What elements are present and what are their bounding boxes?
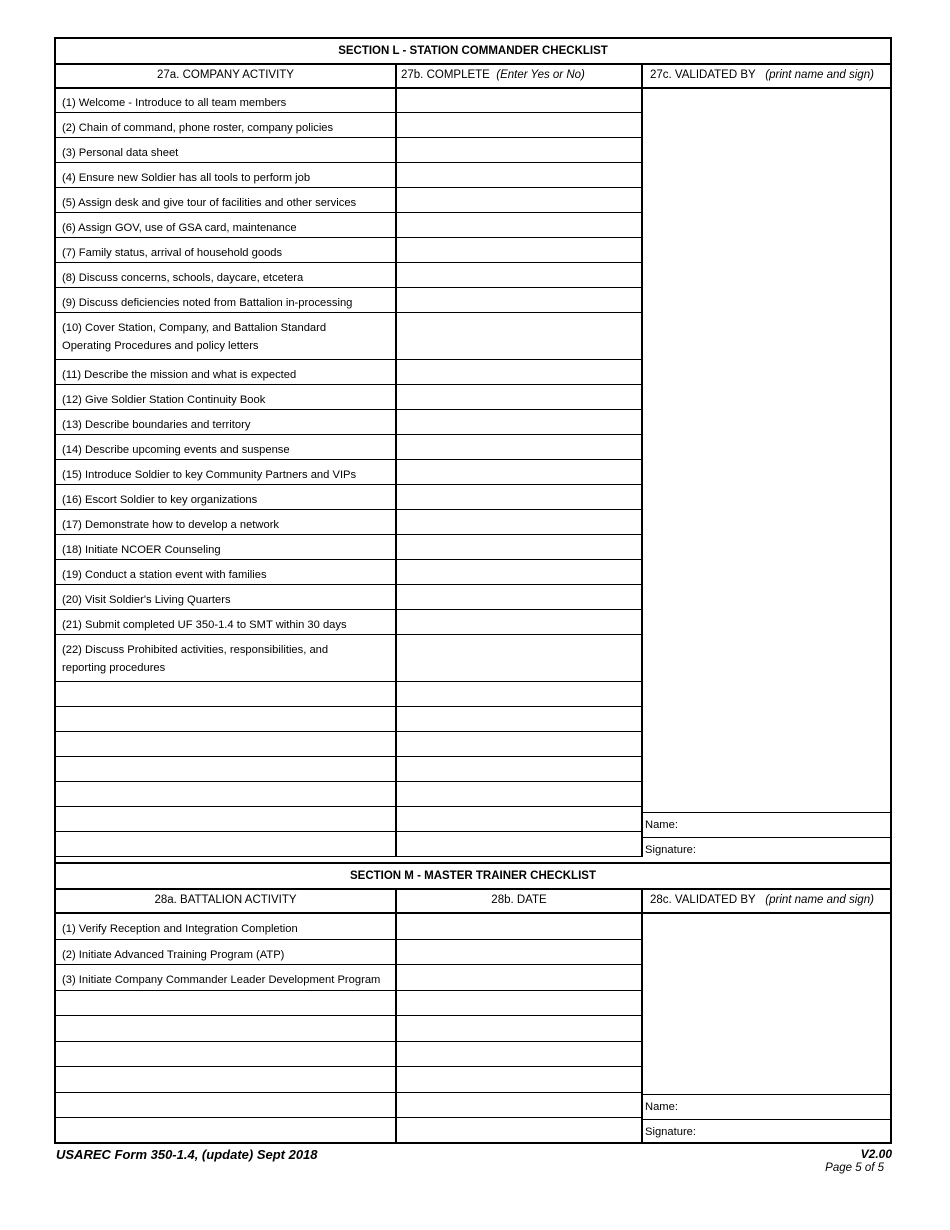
entry-cell[interactable] (397, 585, 643, 609)
activity-cell (56, 1016, 397, 1041)
checklist-form (54, 37, 892, 1144)
entry-cell[interactable] (397, 163, 643, 187)
entry-cell[interactable] (397, 732, 643, 756)
activity-cell: (2) Chain of command, phone roster, company policies (56, 113, 397, 137)
entry-cell[interactable] (397, 914, 643, 939)
activity-cell: (2) Initiate Advanced Training Program (ATP) (56, 940, 397, 965)
activity-cell: (1) Verify Reception and Integration Completion (56, 914, 397, 939)
activity-cell: (14) Describe upcoming events and suspense (56, 435, 397, 459)
activity-cell: (21) Submit completed UF 350-1.4 to SMT within 30 days (56, 610, 397, 634)
entry-cell[interactable] (397, 88, 643, 112)
entry-cell[interactable] (397, 288, 643, 312)
table-row (56, 682, 643, 707)
section-l-title: SECTION L - STATION COMMANDER CHECKLIST (56, 39, 890, 65)
entry-cell[interactable] (397, 138, 643, 162)
activity-cell: (11) Describe the mission and what is expected (56, 360, 397, 384)
table-row (56, 832, 643, 857)
col-validated-by-header-m: 28c. VALIDATED BY (print name and sign) (643, 888, 890, 914)
activity-cell: (20) Visit Soldier's Living Quarters (56, 585, 397, 609)
entry-cell[interactable] (397, 460, 643, 484)
table-row (56, 88, 643, 113)
activity-cell: (18) Initiate NCOER Counseling (56, 535, 397, 559)
table-row (56, 585, 643, 610)
section-l-name-field[interactable]: Name: (643, 812, 890, 837)
activity-cell (56, 707, 397, 731)
col-validated-by-header: 27c. VALIDATED BY (print name and sign) (643, 63, 890, 89)
table-row (56, 991, 643, 1017)
page-number: Page 5 of 5 (825, 1162, 884, 1174)
table-row (56, 435, 643, 460)
activity-cell (56, 1118, 397, 1143)
entry-cell[interactable] (397, 113, 643, 137)
entry-cell[interactable] (397, 535, 643, 559)
entry-cell[interactable] (397, 807, 643, 831)
activity-cell: (15) Introduce Soldier to key Community Partners and VIPs (56, 460, 397, 484)
entry-cell[interactable] (397, 832, 643, 856)
section-m-title: SECTION M - MASTER TRAINER CHECKLIST (56, 862, 890, 890)
activity-cell (56, 991, 397, 1016)
entry-cell[interactable] (397, 238, 643, 262)
table-row (56, 313, 643, 360)
activity-cell: (16) Escort Soldier to key organizations (56, 485, 397, 509)
table-row (56, 1118, 643, 1144)
entry-cell[interactable] (397, 1067, 643, 1092)
table-row (56, 288, 643, 313)
table-row (56, 782, 643, 807)
entry-cell[interactable] (397, 410, 643, 434)
activity-cell: (19) Conduct a station event with families (56, 560, 397, 584)
entry-cell[interactable] (397, 560, 643, 584)
activity-cell: (8) Discuss concerns, schools, daycare, etcetera (56, 263, 397, 287)
table-row (56, 807, 643, 832)
table-row (56, 560, 643, 585)
entry-cell[interactable] (397, 263, 643, 287)
table-row (56, 238, 643, 263)
table-row (56, 757, 643, 782)
entry-cell[interactable] (397, 213, 643, 237)
table-row (56, 1016, 643, 1042)
entry-cell[interactable] (397, 965, 643, 990)
entry-cell[interactable] (397, 188, 643, 212)
activity-cell (56, 1093, 397, 1118)
activity-cell: (3) Personal data sheet (56, 138, 397, 162)
entry-cell[interactable] (397, 1118, 643, 1143)
activity-cell (56, 832, 397, 856)
entry-cell[interactable] (397, 313, 643, 359)
entry-cell[interactable] (397, 707, 643, 731)
table-row (56, 1093, 643, 1119)
section-m-signature-field[interactable]: Signature: (643, 1119, 890, 1144)
table-row (56, 940, 643, 966)
activity-cell: (5) Assign desk and give tour of facilities and other services (56, 188, 397, 212)
activity-cell (56, 1067, 397, 1092)
entry-cell[interactable] (397, 360, 643, 384)
entry-cell[interactable] (397, 635, 643, 681)
table-row (56, 385, 643, 410)
activity-cell: (7) Family status, arrival of household goods (56, 238, 397, 262)
table-row (56, 965, 643, 991)
activity-cell: (22) Discuss Prohibited activities, responsibilities, and reporting procedures (56, 635, 397, 681)
entry-cell[interactable] (397, 940, 643, 965)
activity-cell (56, 732, 397, 756)
entry-cell[interactable] (397, 782, 643, 806)
entry-cell[interactable] (397, 1093, 643, 1118)
table-row (56, 1042, 643, 1068)
table-row (56, 460, 643, 485)
entry-cell[interactable] (397, 435, 643, 459)
table-row (56, 610, 643, 635)
activity-cell (56, 757, 397, 781)
section-l-signature-field[interactable]: Signature: (643, 837, 890, 862)
table-row (56, 188, 643, 213)
entry-cell[interactable] (397, 510, 643, 534)
form-id: USAREC Form 350-1.4, (update) Sept 2018 (56, 1147, 318, 1162)
table-row (56, 263, 643, 288)
activity-cell: (6) Assign GOV, use of GSA card, maintenance (56, 213, 397, 237)
table-row (56, 113, 643, 138)
table-row (56, 635, 643, 682)
activity-cell (56, 782, 397, 806)
activity-cell: (17) Demonstrate how to develop a network (56, 510, 397, 534)
table-row (56, 732, 643, 757)
entry-cell[interactable] (397, 385, 643, 409)
activity-cell: (9) Discuss deficiencies noted from Battalion in-processing (56, 288, 397, 312)
entry-cell[interactable] (397, 991, 643, 1016)
entry-cell[interactable] (397, 757, 643, 781)
activity-cell (56, 1042, 397, 1067)
activity-cell (56, 807, 397, 831)
entry-cell[interactable] (397, 1016, 643, 1041)
table-row (56, 213, 643, 238)
form-version: V2.00 (860, 1147, 892, 1161)
table-row (56, 163, 643, 188)
col-company-activity-header: 27a. COMPANY ACTIVITY (56, 63, 397, 89)
table-row (56, 914, 643, 940)
table-row (56, 485, 643, 510)
entry-cell[interactable] (397, 610, 643, 634)
activity-cell: (4) Ensure new Soldier has all tools to perform job (56, 163, 397, 187)
table-row (56, 360, 643, 385)
activity-cell: (10) Cover Station, Company, and Battalion Standard Operating Procedures and policy letters (56, 313, 397, 359)
table-row (56, 1067, 643, 1093)
entry-cell[interactable] (397, 682, 643, 706)
table-row (56, 510, 643, 535)
table-row (56, 410, 643, 435)
col-date-header: 28b. DATE (397, 888, 643, 914)
activity-cell: (1) Welcome - Introduce to all team members (56, 88, 397, 112)
activity-cell (56, 682, 397, 706)
col-complete-header: 27b. COMPLETE (Enter Yes or No) (397, 63, 643, 89)
table-row (56, 707, 643, 732)
table-row (56, 138, 643, 163)
activity-cell: (13) Describe boundaries and territory (56, 410, 397, 434)
col-battalion-activity-header: 28a. BATTALION ACTIVITY (56, 888, 397, 914)
table-row (56, 535, 643, 560)
section-m-name-field[interactable]: Name: (643, 1094, 890, 1119)
entry-cell[interactable] (397, 485, 643, 509)
activity-cell: (3) Initiate Company Commander Leader Development Program (56, 965, 397, 990)
activity-cell: (12) Give Soldier Station Continuity Book (56, 385, 397, 409)
entry-cell[interactable] (397, 1042, 643, 1067)
